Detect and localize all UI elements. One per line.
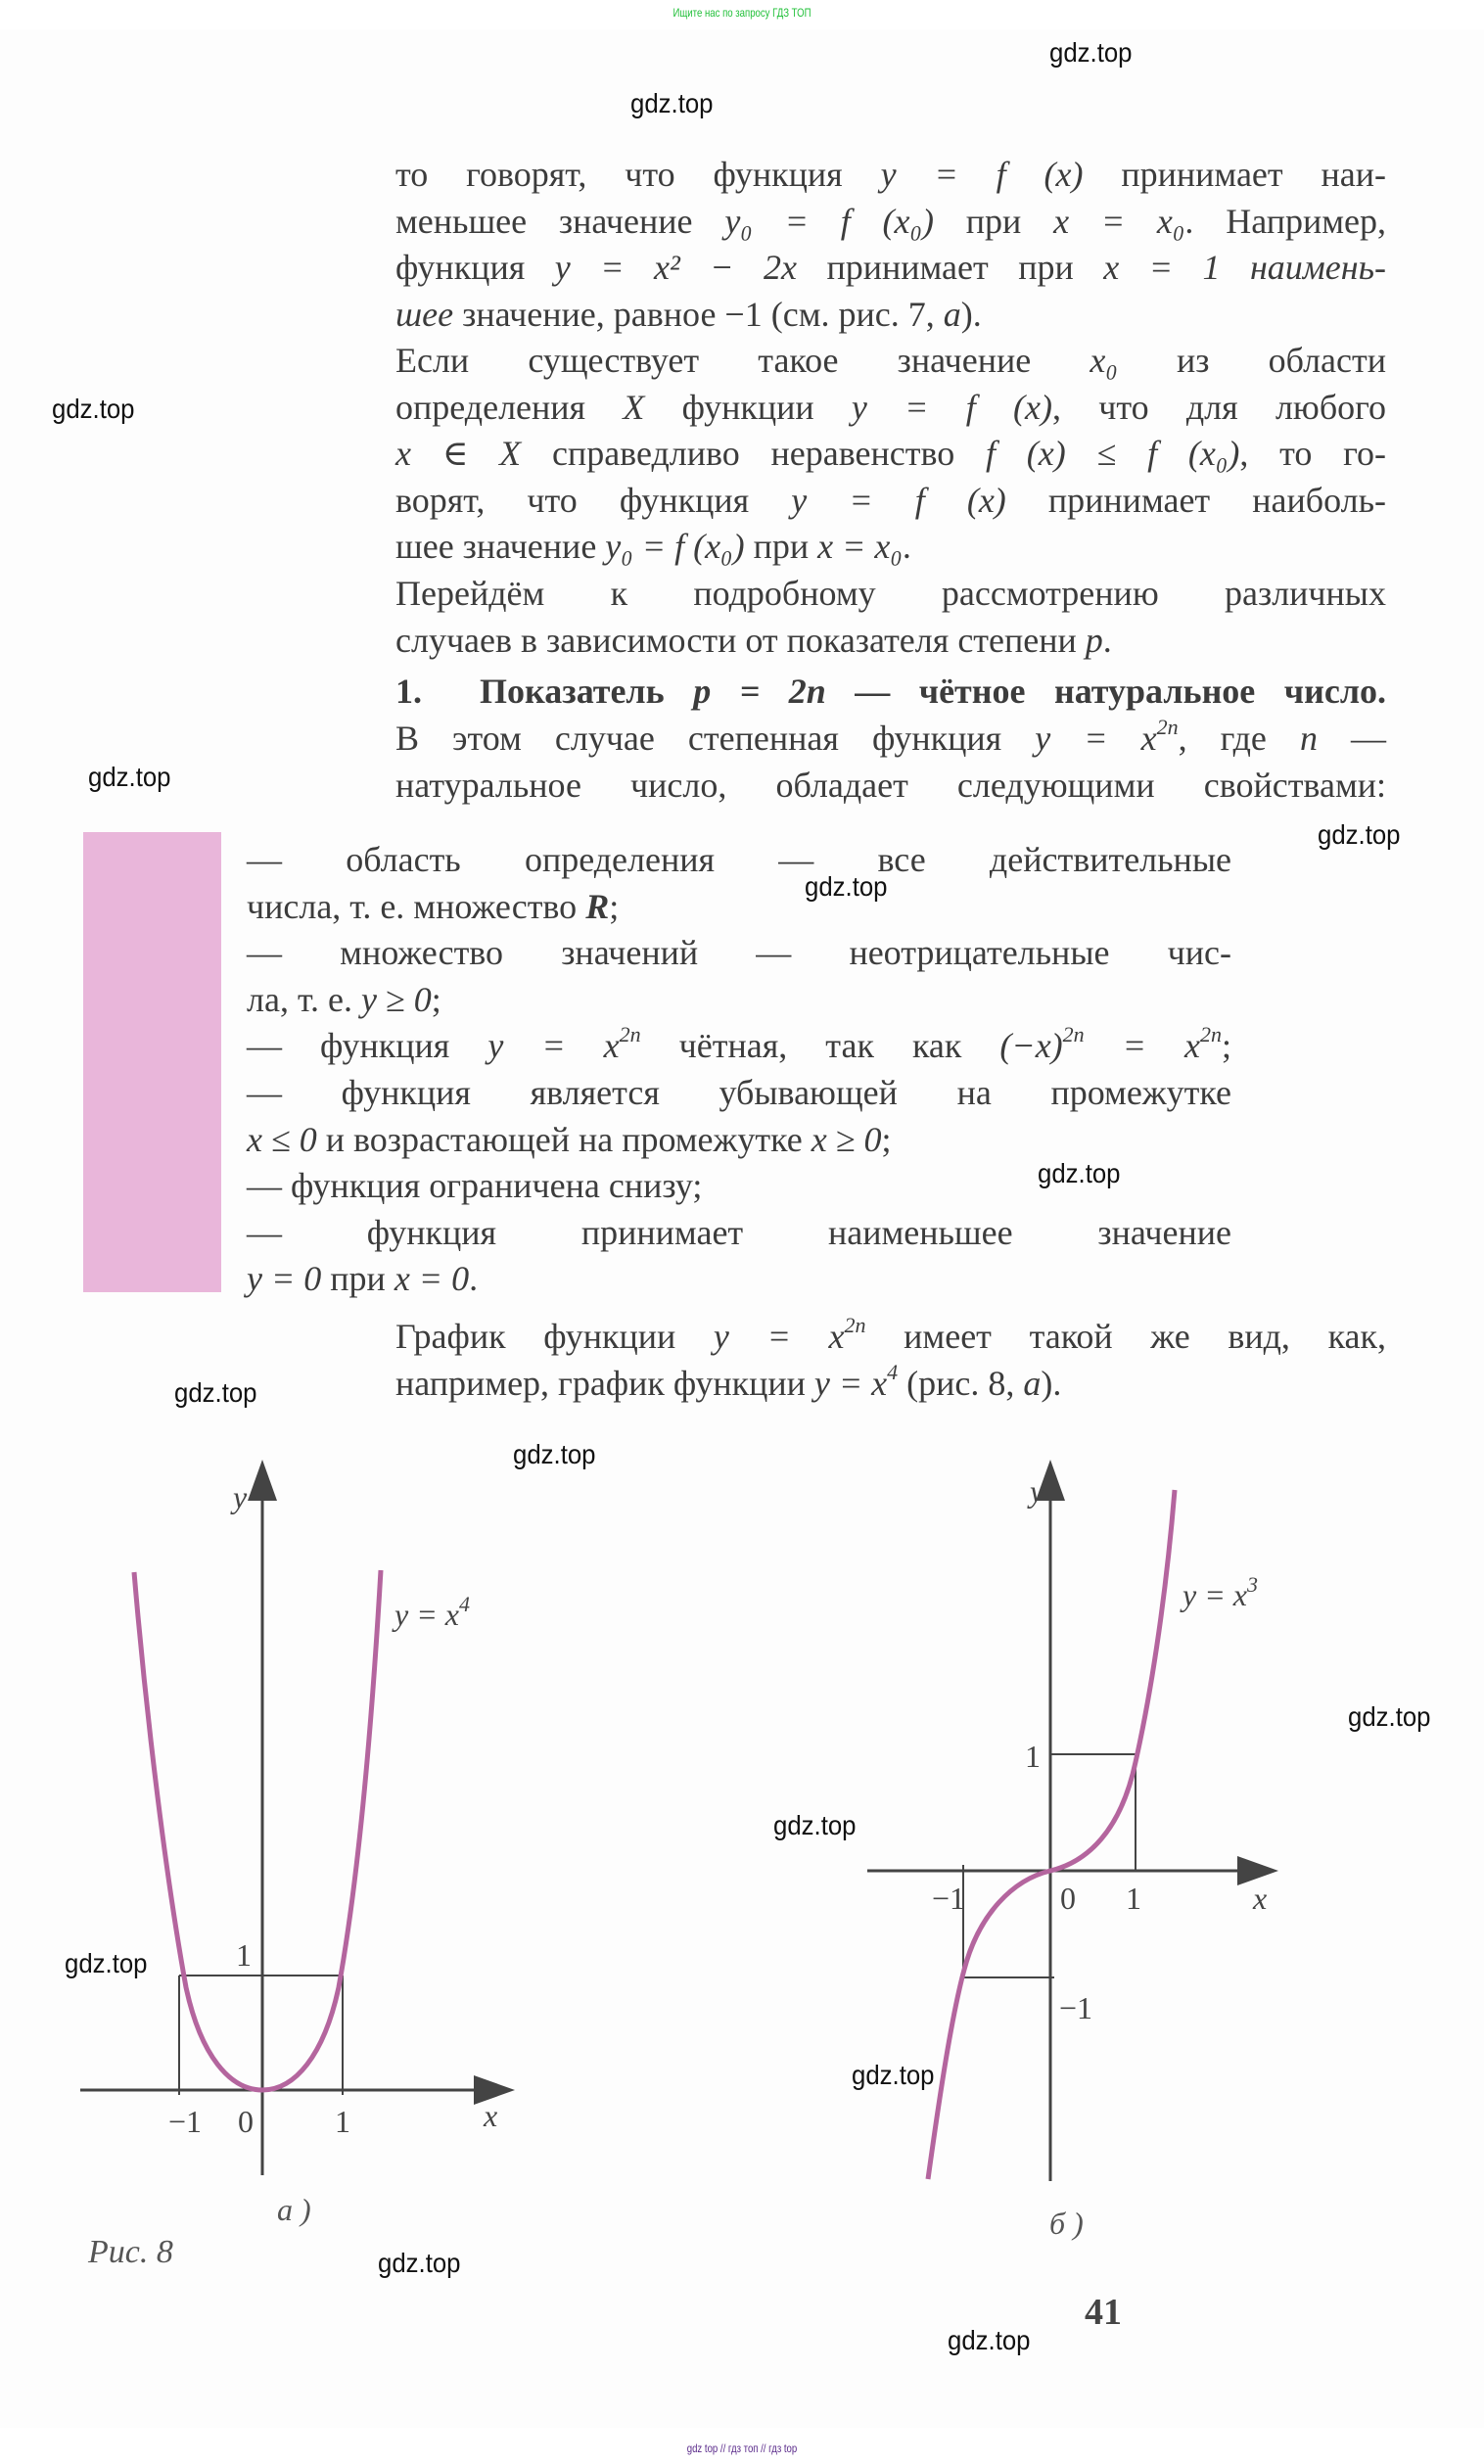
bottom-banner: gdz top // гдз топ // гдз top <box>686 2441 798 2455</box>
watermark: gdz.top <box>378 2248 461 2278</box>
curve-x4 <box>134 1570 381 2090</box>
text-line: определения X функции y = f (x), что для любого <box>395 387 1387 427</box>
figure-caption: Рис. 8 <box>88 2234 173 2270</box>
text-line: функция y = x² − 2x принимает при x = 1 наимень- <box>395 248 1386 288</box>
watermark: gdz.top <box>805 871 888 902</box>
text-line: то говорят, что функция y = f (x) принимает наи- <box>395 155 1387 194</box>
list-item: числа, т. е. множество R; <box>247 886 620 926</box>
watermark: gdz.top <box>1348 1701 1431 1732</box>
properties-list <box>247 837 1231 1303</box>
watermark: gdz.top <box>630 88 714 118</box>
list-item: — функция ограничена снизу; <box>247 1166 703 1206</box>
text-line: В этом случае степенная функция $y = x^{2n}$, где n — <box>395 715 1386 758</box>
watermark: gdz.top <box>852 2060 935 2090</box>
panel-label: б ) <box>1049 2206 1084 2241</box>
text-line: Если существует такое значение x₀ из области <box>395 341 1386 380</box>
watermark: gdz.top <box>948 2325 1031 2355</box>
tick-label: −1 <box>168 2104 203 2139</box>
highlight-sidebar <box>83 832 221 1292</box>
watermark: gdz.top <box>88 762 171 792</box>
watermark: gdz.top <box>65 1948 148 1978</box>
tick-label: 0 <box>1060 1881 1076 1916</box>
tick-label: −1 <box>932 1881 966 1916</box>
tick-label: −1 <box>1059 1990 1093 2025</box>
text-line: натуральное число, обладает следующими свойствами: <box>395 765 1386 805</box>
page-number: 41 <box>1085 2292 1122 2333</box>
curve-label: $y = x^3$ <box>1183 1572 1258 1612</box>
curve-label: $y = x^4$ <box>394 1592 470 1632</box>
y-axis-label: y <box>233 1479 248 1514</box>
list-item: — множество значений — неотрицательные чис- <box>247 933 1231 973</box>
text-line: шее значение y₀ = f (x₀) при x = x₀. <box>395 527 911 567</box>
text-line: меньшее значение y₀ = f (x₀) при x = x₀. Например, <box>395 201 1387 241</box>
y-axis-label: y <box>1030 1473 1044 1509</box>
list-item: — область определения — все действительные <box>247 840 1231 879</box>
list-item: — функция $y = x^{2n}$ чётная, так как $(-x)^{2n} = x^{2n}$; <box>247 1022 1231 1066</box>
list-item: y = 0 при x = 0. <box>247 1259 479 1299</box>
watermark: gdz.top <box>174 1377 257 1408</box>
panel-label: а ) <box>277 2192 311 2227</box>
tick-label: 0 <box>238 2104 254 2139</box>
heading-line: 1. Показатель p = 2n — чётное натуральное число. <box>395 672 1387 711</box>
text-line: График функции $y = x^{2n}$ имеет такой же вид, как, <box>395 1313 1387 1356</box>
text-line: случаев в зависимости от показателя степени p. <box>395 620 1112 660</box>
text-line: Перейдём к подробному рассмотрению различных <box>395 574 1386 613</box>
watermark: gdz.top <box>1038 1158 1121 1188</box>
watermark: gdz.top <box>1049 37 1133 68</box>
list-item: — функция является убывающей на промежутке <box>247 1072 1231 1112</box>
tick-label: 1 <box>1025 1739 1041 1774</box>
tick-label: 1 <box>335 2104 350 2139</box>
x-axis-label: x <box>1253 1881 1268 1916</box>
watermark: gdz.top <box>1318 819 1401 850</box>
watermark: gdz.top <box>52 394 135 424</box>
paragraph-minimum <box>395 152 1386 338</box>
watermark: gdz.top <box>773 1810 857 1840</box>
text-line: ворят, что функция y = f (x) принимает наиболь- <box>395 480 1386 520</box>
paragraph-maximum <box>395 338 1386 571</box>
tick-label: 1 <box>236 1937 252 1973</box>
text-line: x ∈ X справедливо неравенство f (x) ≤ f (x₀), то го- <box>395 434 1386 474</box>
list-item: x ≤ 0 и возрастающей на промежутке x ≥ 0; <box>247 1119 892 1159</box>
x-axis-label: x <box>484 2098 498 2133</box>
list-item: ла, т. е. y ≥ 0; <box>247 979 441 1019</box>
text-line: например, график функции $y = x^4$ (рис. 8, а). <box>395 1359 1062 1403</box>
text-line: шее значение, равное −1 (см. рис. 7, а). <box>395 294 982 334</box>
chart-x4 <box>59 1459 646 2242</box>
paragraph-even-power <box>395 716 1386 809</box>
paragraph-graph-reference <box>395 1314 1386 1407</box>
paragraph-transition <box>395 571 1386 664</box>
section-heading <box>395 669 1386 716</box>
tick-label: 1 <box>1126 1881 1141 1916</box>
watermark: gdz.top <box>513 1439 596 1469</box>
chart-x3 <box>842 1449 1449 2261</box>
top-banner: Ищите нас по запросу ГДЗ ТОП <box>672 6 812 20</box>
list-item: — функция принимает наименьшее значение <box>247 1212 1231 1252</box>
